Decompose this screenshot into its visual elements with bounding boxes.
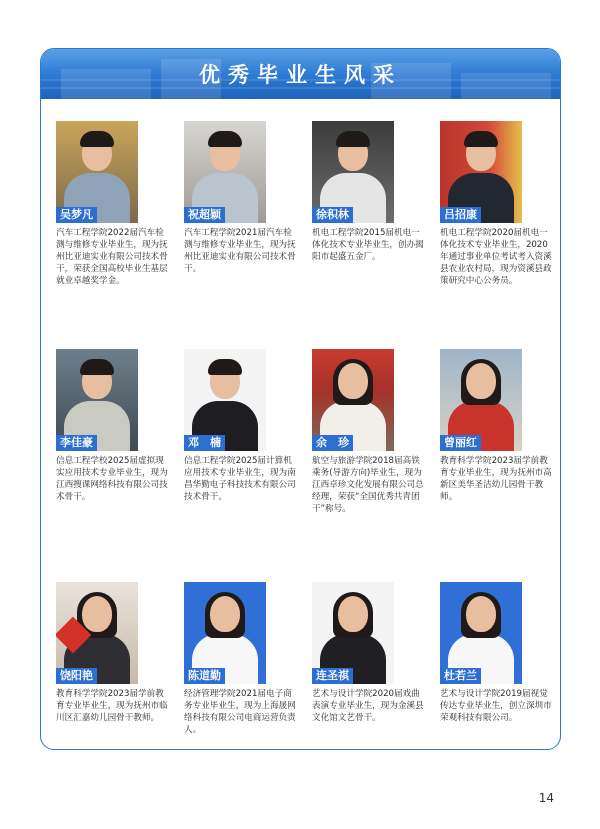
graduate-name: 陈道勤 xyxy=(184,668,225,684)
graduate-name: 李佳豪 xyxy=(56,435,97,451)
graduate-description: 艺术与设计学院2020届戏曲表演专业毕业生，现为金溪县文化馆文艺骨干。 xyxy=(312,689,424,723)
graduate-description: 教育科学学院2023届学前教育专业毕业生，现为抚州市高新区美华圣洁幼儿园骨干教师。 xyxy=(440,456,552,502)
graduate-description: 教育科学学院2023届学前教育专业毕业生，现为抚州市临川区汇嘉幼儿园骨干教师。 xyxy=(56,689,168,723)
graduate-name: 曾丽红 xyxy=(440,435,481,451)
graduate-name: 饶阳艳 xyxy=(56,668,97,684)
graduate-description: 艺术与设计学院2019届视觉传达专业毕业生，创立深圳市荣观科技有限公司。 xyxy=(440,689,552,723)
graduate-description: 航空与旅游学院2018届高铁乘务(导游方向)毕业生，现为江西卓珍文化发展有限公司总经理，荣获“全国优秀共青团干”称号。 xyxy=(312,456,424,514)
graduate-name: 邓 楠 xyxy=(184,435,225,451)
graduate-name: 徐积林 xyxy=(312,207,353,223)
graduate-name: 吴梦凡 xyxy=(56,207,97,223)
content-frame xyxy=(40,48,561,750)
title-banner xyxy=(41,49,560,99)
graduate-name: 杜若兰 xyxy=(440,668,481,684)
graduate-name: 余 珍 xyxy=(312,435,353,451)
page-title: 优秀毕业生风采 xyxy=(199,63,402,87)
page-number: 14 xyxy=(538,791,554,805)
graduate-name: 连圣祺 xyxy=(312,668,353,684)
graduate-name: 吕招康 xyxy=(440,207,481,223)
graduate-description: 信息工程学校2025届虚拟现实应用技术专业毕业生，现为江西搜课网络科技有限公司技术骨干。 xyxy=(56,456,168,502)
graduate-description: 机电工程学院2015届机电一体化技术专业毕业生，创办揭阳市起盛五金厂。 xyxy=(312,228,424,262)
graduate-description: 汽车工程学院2021届汽车检测与维修专业毕业生，现为抚州比亚迪实业有限公司技术骨干。 xyxy=(184,228,296,274)
graduate-description: 信息工程学院2025届计算机应用技术专业毕业生，现为南昌华勤电子科技技术有限公司技术骨干。 xyxy=(184,456,296,502)
graduate-description: 汽车工程学院2022届汽车检测与维修专业毕业生，现为抚州比亚迪实业有限公司技术骨干，荣获全国高校毕业生基层就业卓越奖学金。 xyxy=(56,228,168,286)
graduate-name: 祝超颖 xyxy=(184,207,225,223)
graduate-description: 机电工程学院2020届机电一体化技术专业毕业生，2020年通过事业单位考试考入资溪县农业农村局，现为资溪县政策研究中心公务员。 xyxy=(440,228,552,286)
graduate-description: 经济管理学院2021届电子商务专业毕业生，现为上海晟网络科技有限公司电商运营负责人。 xyxy=(184,689,296,735)
